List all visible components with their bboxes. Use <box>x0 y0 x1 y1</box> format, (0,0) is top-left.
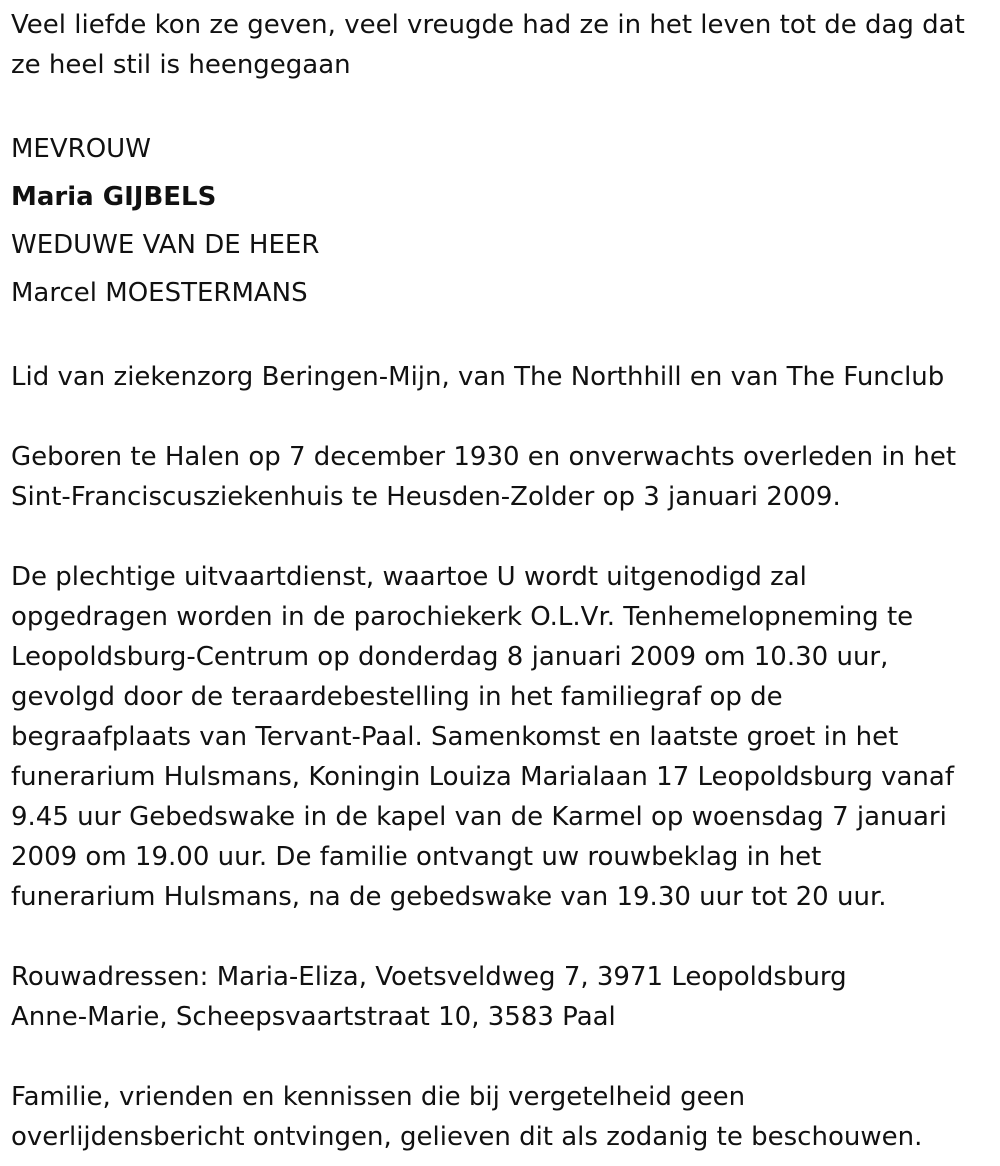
funeral-line-8: 2009 om 19.00 uur. De familie ontvangt uw rouwbeklag in het <box>11 842 822 872</box>
deceased-name: Maria GIJBELS <box>11 182 217 212</box>
funeral-line-7: 9.45 uur Gebedswake in de kapel van de Karmel op woensdag 7 januari <box>11 802 947 832</box>
spacer <box>11 397 991 437</box>
membership-paragraph <box>11 357 991 397</box>
addresses-paragraph <box>11 957 991 1037</box>
deceased-spouse: Marcel MOESTERMANS <box>11 278 308 308</box>
funeral-line-4: gevolgd door de teraardebestelling in het familiegraf op de <box>11 682 783 712</box>
obituary-notice <box>11 5 991 1157</box>
address-line-1: Rouwadressen: Maria-Eliza, Voetsveldweg 7, 3971 Leopoldsburg <box>11 962 847 992</box>
funeral-line-3: Leopoldsburg-Centrum op donderdag 8 januari 2009 om 10.30 uur, <box>11 642 889 672</box>
closing-line-2: overlijdensbericht ontvingen, gelieven dit als zodanig te beschouwen. <box>11 1122 923 1152</box>
deceased-block <box>11 125 991 317</box>
membership-line-1: Lid van ziekenzorg Beringen-Mijn, van The Northhill en van The Funclub <box>11 362 945 392</box>
spacer <box>11 85 991 125</box>
spacer <box>11 917 991 957</box>
funeral-line-2: opgedragen worden in de parochiekerk O.L.Vr. Tenhemelopneming te <box>11 602 914 632</box>
closing-paragraph <box>11 1077 991 1157</box>
intro-paragraph <box>11 5 991 85</box>
birth-death-paragraph <box>11 437 991 517</box>
spacer <box>11 317 991 357</box>
deceased-relation: WEDUWE VAN DE HEER <box>11 230 320 260</box>
intro-line-1: Veel liefde kon ze geven, veel vreugde had ze in het leven tot de dag dat <box>11 10 965 40</box>
funeral-paragraph <box>11 557 991 917</box>
birth-death-line-2: Sint-Franciscusziekenhuis te Heusden-Zolder op 3 januari 2009. <box>11 482 841 512</box>
intro-line-2: ze heel stil is heengegaan <box>11 50 351 80</box>
funeral-line-5: begraafplaats van Tervant-Paal. Samenkomst en laatste groet in het <box>11 722 899 752</box>
spacer <box>11 517 991 557</box>
spacer <box>11 1037 991 1077</box>
closing-line-1: Familie, vrienden en kennissen die bij vergetelheid geen <box>11 1082 746 1112</box>
funeral-line-1: De plechtige uitvaartdienst, waartoe U wordt uitgenodigd zal <box>11 562 807 592</box>
funeral-line-6: funerarium Hulsmans, Koningin Louiza Marialaan 17 Leopoldsburg vanaf <box>11 762 954 792</box>
birth-death-line-1: Geboren te Halen op 7 december 1930 en onverwachts overleden in het <box>11 442 957 472</box>
address-line-2: Anne-Marie, Scheepsvaartstraat 10, 3583 Paal <box>11 1002 616 1032</box>
deceased-prefix: MEVROUW <box>11 134 151 164</box>
funeral-line-9: funerarium Hulsmans, na de gebedswake van 19.30 uur tot 20 uur. <box>11 882 887 912</box>
